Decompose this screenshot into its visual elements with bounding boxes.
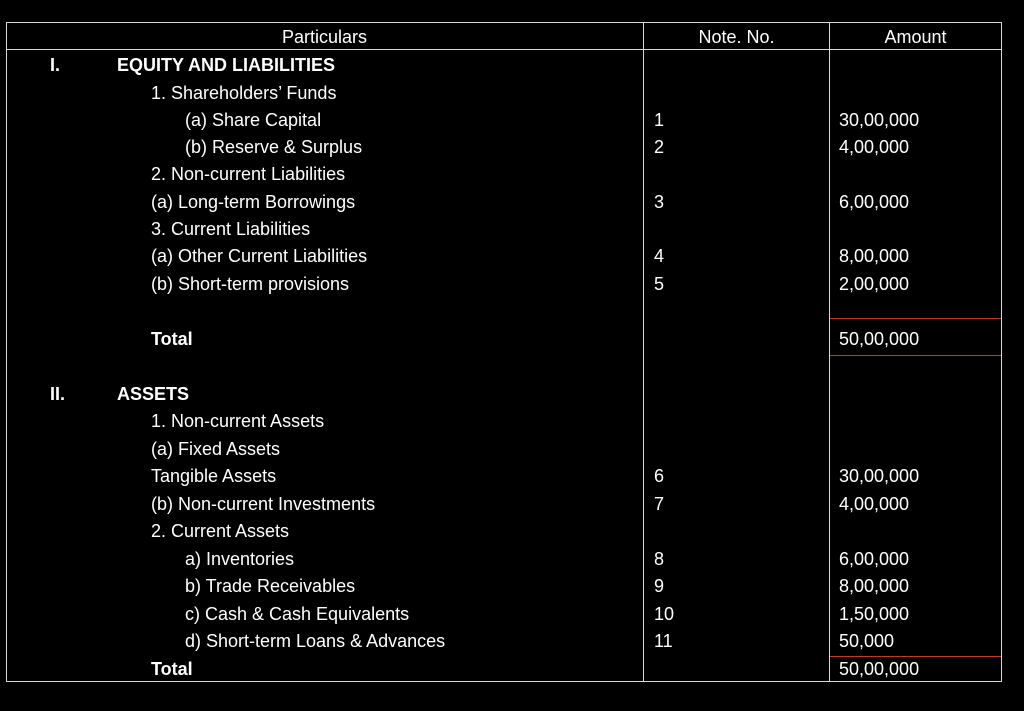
- row-note: 5: [654, 274, 665, 294]
- row-label: 2. Current Assets: [151, 521, 290, 541]
- row-label: (b) Non-current Investments: [151, 494, 376, 514]
- row-amount: 30,00,000: [839, 466, 920, 486]
- row-amount: 4,00,000: [839, 494, 910, 514]
- section-numeral: I.: [50, 55, 61, 75]
- total-label: Total: [151, 329, 193, 349]
- header-divider: [6, 49, 1002, 50]
- row-note: 4: [654, 246, 665, 266]
- row-label: (a) Fixed Assets: [151, 439, 281, 459]
- header-note-no: Note. No.: [698, 27, 775, 47]
- total-rule-top: [830, 656, 1001, 657]
- row-note: 7: [654, 494, 665, 514]
- row-note: 2: [654, 137, 665, 157]
- row-label: b) Trade Receivables: [185, 576, 356, 596]
- row-amount: 1,50,000: [839, 604, 910, 624]
- header-amount: Amount: [884, 27, 947, 47]
- row-label: 2. Non-current Liabilities: [151, 164, 346, 184]
- row-amount: 50,000: [839, 631, 895, 651]
- total-amount: 50,00,000: [839, 329, 920, 349]
- row-label: a) Inventories: [185, 549, 295, 569]
- total-label: Total: [151, 659, 193, 679]
- row-amount: 6,00,000: [839, 549, 910, 569]
- total-amount: 50,00,000: [839, 659, 920, 679]
- header-particulars: Particulars: [281, 27, 368, 47]
- row-label: (a) Long-term Borrowings: [151, 192, 356, 212]
- row-note: 6: [654, 466, 665, 486]
- row-label: 3. Current Liabilities: [151, 219, 311, 239]
- row-label: (a) Other Current Liabilities: [151, 246, 368, 266]
- row-amount: 2,00,000: [839, 274, 910, 294]
- row-note: 3: [654, 192, 665, 212]
- row-amount: 8,00,000: [839, 246, 910, 266]
- section-title: ASSETS: [117, 384, 190, 404]
- row-note: 11: [654, 631, 673, 651]
- section-numeral: II.: [50, 384, 66, 404]
- section-title: EQUITY AND LIABILITIES: [117, 55, 336, 75]
- row-label: 1. Non-current Assets: [151, 411, 325, 431]
- row-label: c) Cash & Cash Equivalents: [185, 604, 410, 624]
- row-note: 1: [654, 110, 665, 130]
- row-label: 1. Shareholders’ Funds: [151, 83, 337, 103]
- total-rule-bottom: [830, 355, 1001, 356]
- row-note: 10: [654, 604, 675, 624]
- row-note: 8: [654, 549, 665, 569]
- row-amount: 6,00,000: [839, 192, 910, 212]
- row-label: d) Short-term Loans & Advances: [185, 631, 446, 651]
- row-label: (b) Short-term provisions: [151, 274, 350, 294]
- column-divider: [829, 22, 830, 682]
- row-amount: 8,00,000: [839, 576, 910, 596]
- total-rule-top: [830, 318, 1001, 319]
- row-label: (a) Share Capital: [185, 110, 322, 130]
- row-amount: 4,00,000: [839, 137, 910, 157]
- row-amount: 30,00,000: [839, 110, 920, 130]
- row-label: Tangible Assets: [151, 466, 277, 486]
- column-divider: [643, 22, 644, 682]
- row-note: 9: [654, 576, 665, 596]
- row-label: (b) Reserve & Surplus: [185, 137, 363, 157]
